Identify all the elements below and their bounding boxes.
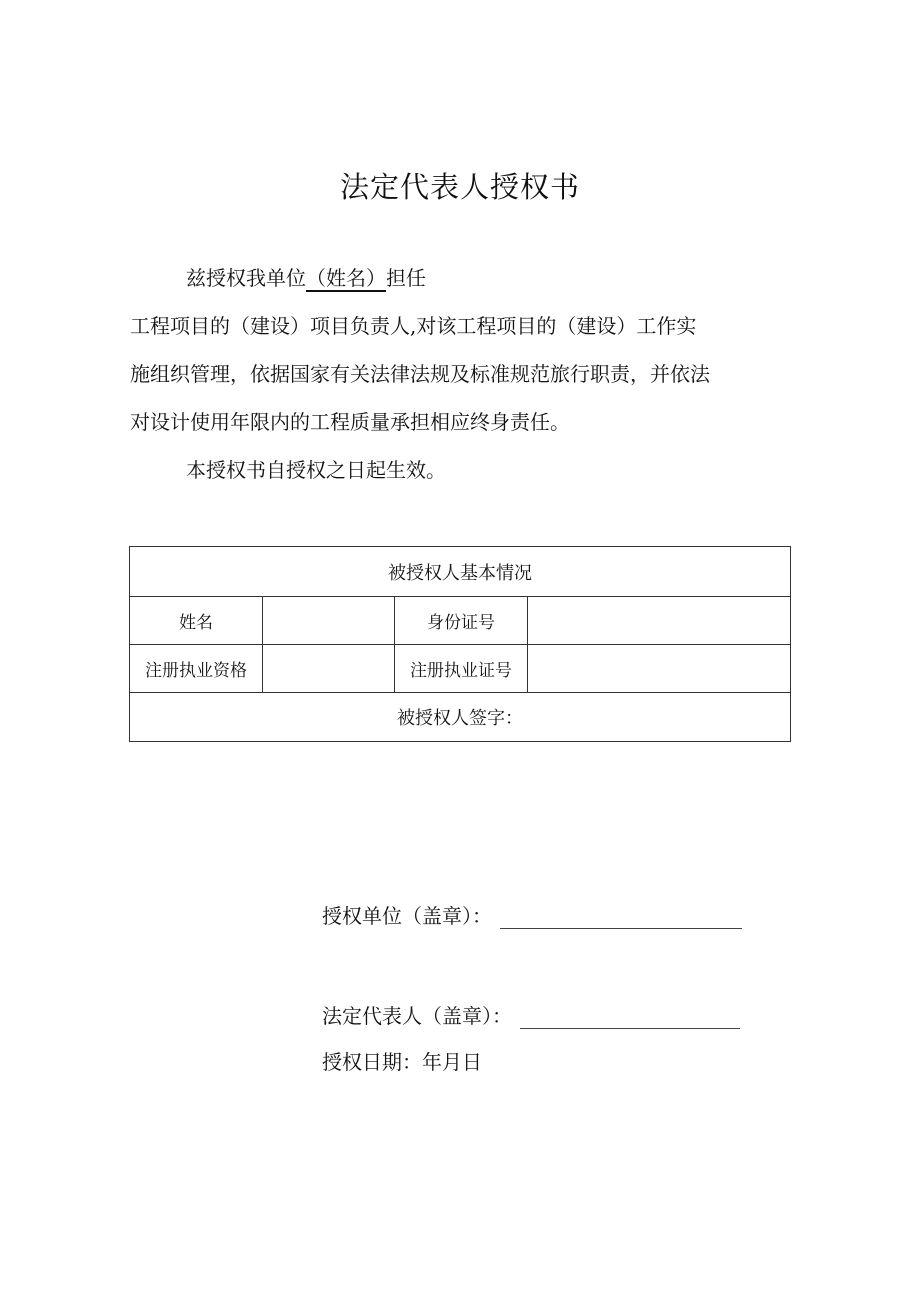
cell-cert-label: 注册执业证号 bbox=[395, 645, 528, 693]
page-title: 法定代表人授权书 bbox=[339, 170, 580, 204]
cell-cert-value[interactable] bbox=[528, 645, 791, 693]
cell-id-value[interactable] bbox=[528, 597, 791, 645]
cell-qualification-label: 注册执业资格 bbox=[130, 645, 263, 693]
legal-rep-label: 法定代表人（盖章）： bbox=[322, 1004, 512, 1028]
table-header: 被授权人基本情况 bbox=[130, 547, 791, 597]
authorized-person-table bbox=[129, 546, 791, 742]
paragraph-authorization bbox=[130, 254, 851, 302]
table-header-row bbox=[130, 547, 791, 597]
table-row bbox=[130, 693, 791, 742]
signature-cell[interactable]: 被授权人签字： bbox=[130, 693, 791, 742]
authorization-prefix: 兹授权我单位 bbox=[186, 266, 306, 290]
cell-qualification-value[interactable] bbox=[263, 645, 395, 693]
authorizing-unit-row bbox=[322, 900, 742, 929]
legal-rep-blank[interactable] bbox=[520, 1008, 740, 1029]
paragraph-effective: 本授权书自授权之日起生效。 bbox=[186, 458, 446, 482]
cell-name-value[interactable] bbox=[263, 597, 395, 645]
responsibility-line: 对设计使用年限内的工程质量承担相应终身责任。 bbox=[130, 410, 570, 434]
authorizing-unit-blank[interactable] bbox=[500, 908, 742, 929]
cell-id-label: 身份证号 bbox=[395, 597, 528, 645]
authorization-suffix: 担任 bbox=[386, 266, 426, 290]
authorizing-unit-label: 授权单位（盖章）： bbox=[322, 904, 492, 928]
legal-rep-row bbox=[322, 1000, 740, 1029]
responsibility-line: 施组织管理，依据国家有关法律法规及标准规范旅行职责，并依法 bbox=[130, 362, 710, 386]
paragraph-responsibility bbox=[130, 302, 795, 446]
name-placeholder: （姓名） bbox=[306, 266, 386, 290]
table-row bbox=[130, 645, 791, 693]
responsibility-line: 工程项目的（建设）项目负责人,对该工程项目的（建设）工作实 bbox=[130, 314, 697, 338]
authorization-date: 授权日期：年月日 bbox=[322, 1050, 482, 1074]
table-row bbox=[130, 597, 791, 645]
cell-name-label: 姓名 bbox=[130, 597, 263, 645]
